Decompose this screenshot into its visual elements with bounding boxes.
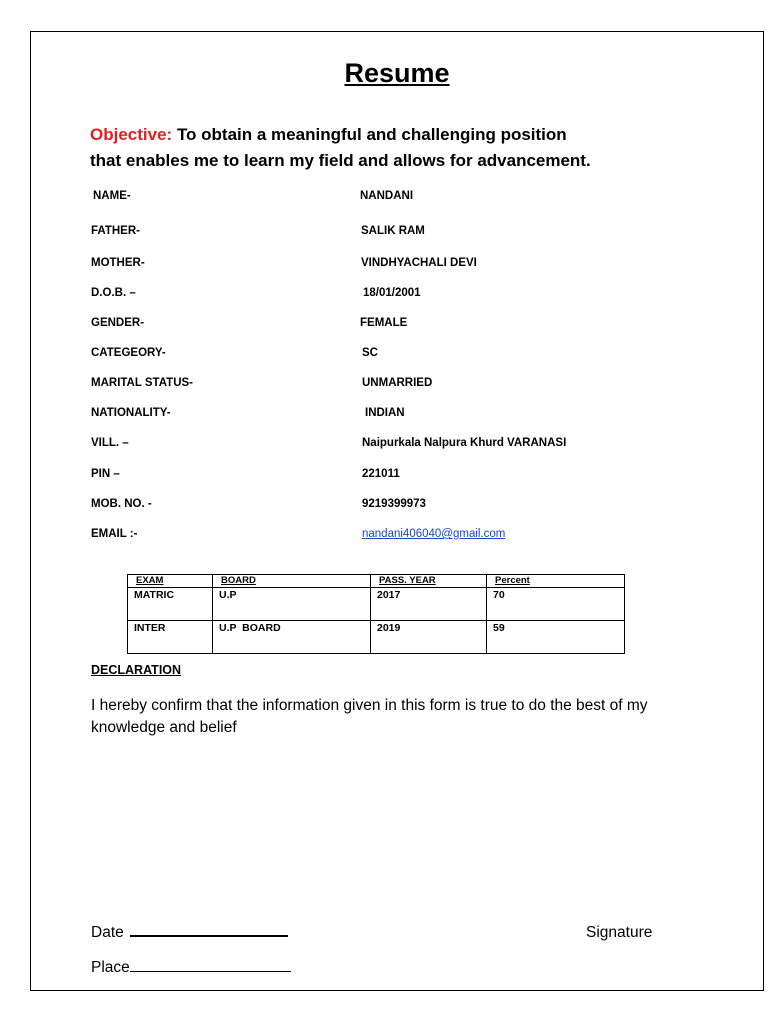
signature-label: Signature: [586, 924, 653, 941]
detail-key: FATHER-: [91, 225, 140, 237]
table-header-cell: Percent: [487, 575, 625, 588]
detail-value: VINDHYACHALI DEVI: [361, 257, 477, 269]
detail-value: NANDANI: [360, 190, 414, 202]
detail-key: CATEGEORY-: [91, 347, 166, 359]
objective-text-line1: To obtain a meaningful and challenging position: [176, 125, 567, 144]
page-title: Resume: [344, 58, 450, 88]
detail-key: MARITAL STATUS-: [91, 377, 193, 389]
detail-row-mobile: [91, 498, 731, 516]
table-header-cell: PASS. YEAR: [371, 575, 487, 588]
detail-value: 9219399973: [362, 498, 426, 510]
detail-row-category: [91, 347, 731, 365]
objective-section: [90, 122, 690, 174]
resume-page: [30, 31, 764, 991]
table-cell: 2019: [371, 621, 487, 654]
declaration-title: DECLARATION: [91, 663, 182, 677]
detail-value: 221011: [362, 468, 400, 480]
detail-key: NAME-: [93, 190, 131, 202]
date-label: Date: [91, 924, 124, 941]
place-underline[interactable]: [130, 971, 291, 972]
table-row: [128, 588, 625, 621]
detail-row-nationality: [91, 407, 731, 425]
detail-key: EMAIL :-: [91, 528, 138, 540]
table-cell: U.P BOARD: [213, 621, 371, 654]
table-cell: 59: [487, 621, 625, 654]
detail-row-pin: [91, 468, 731, 486]
detail-value: 18/01/2001: [363, 287, 421, 299]
detail-value: FEMALE: [360, 317, 408, 329]
declaration-text: I hereby confirm that the information given in this form is true to do the best of my knowledge and belief: [91, 697, 648, 736]
detail-row-gender: [91, 317, 731, 335]
table-header-row: [128, 575, 625, 588]
detail-row-name: [91, 190, 731, 208]
detail-key: D.O.B. –: [91, 287, 136, 299]
place-field: [91, 959, 291, 977]
detail-key: VILL. –: [91, 437, 129, 449]
date-underline[interactable]: [130, 935, 288, 937]
detail-row-dob: [91, 287, 731, 305]
detail-key: NATIONALITY-: [91, 407, 171, 419]
place-label: Place: [91, 959, 130, 976]
table-row: [128, 621, 625, 654]
detail-value: SALIK RAM: [361, 225, 425, 237]
detail-key: GENDER-: [91, 317, 145, 329]
detail-value: INDIAN: [365, 407, 405, 419]
table-header-cell: BOARD: [213, 575, 371, 588]
detail-row-village: [91, 437, 731, 455]
detail-value: SC: [362, 347, 378, 359]
detail-row-father: [91, 225, 731, 243]
detail-row-email: [91, 528, 731, 546]
table-header-cell: EXAM: [128, 575, 213, 588]
detail-value: Naipurkala Nalpura Khurd VARANASI: [362, 437, 567, 449]
detail-key: PIN –: [91, 468, 120, 480]
date-field: [91, 924, 288, 942]
email-link[interactable]: nandani406040@gmail.com: [362, 528, 506, 540]
education-table: [127, 574, 625, 654]
objective-label: Objective:: [90, 125, 173, 144]
detail-key: MOTHER-: [91, 257, 145, 269]
detail-key: MOB. NO. -: [91, 498, 152, 510]
table-cell: MATRIC: [128, 588, 213, 621]
detail-value: UNMARRIED: [362, 377, 433, 389]
table-cell: 70: [487, 588, 625, 621]
table-cell: 2017: [371, 588, 487, 621]
table-cell: U.P: [213, 588, 371, 621]
detail-row-marital-status: [91, 377, 731, 395]
objective-text-line2: that enables me to learn my field and allows for advancement.: [90, 151, 591, 170]
detail-row-mother: [91, 257, 731, 275]
table-cell: INTER: [128, 621, 213, 654]
